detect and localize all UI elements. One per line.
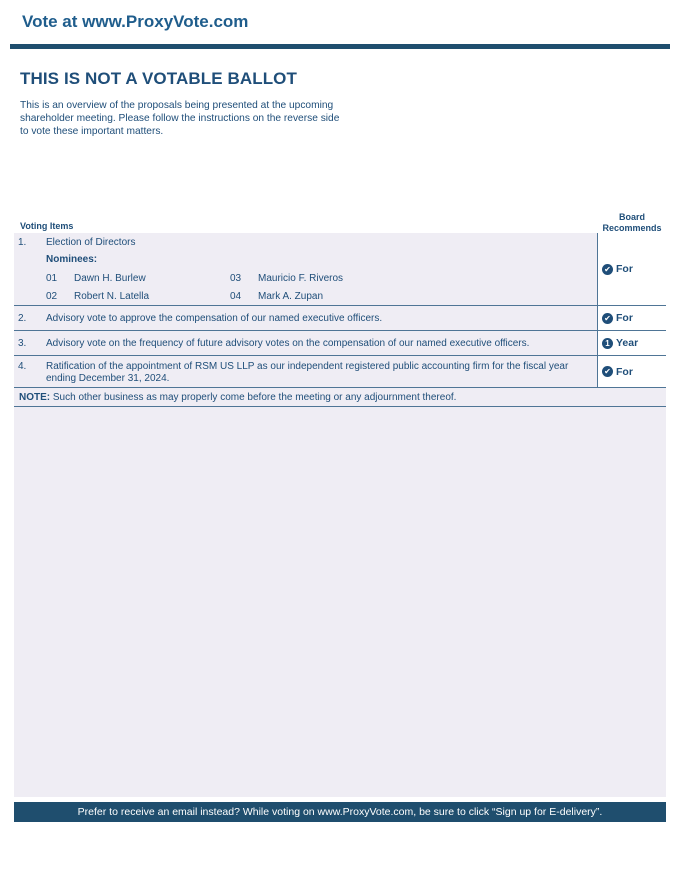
board-recommendation xyxy=(597,306,666,330)
nominee-number: 03 xyxy=(230,273,242,284)
board-recommendation xyxy=(597,233,666,305)
edelivery-footer: Prefer to receive an email instead? While voting on www.ProxyVote.com, be sure to click “Sign up for E-delivery”. xyxy=(14,802,666,822)
item-number: 3. xyxy=(18,338,27,349)
table-row-item-2 xyxy=(14,306,666,331)
table-row-item-1 xyxy=(14,233,666,306)
board-header-line2: Recommends xyxy=(602,222,662,233)
item-text: Election of Directors xyxy=(46,237,136,248)
item-text: Advisory vote on the frequency of future advisory votes on the compensation of our named executive officers. xyxy=(46,338,530,349)
nominee-name: Robert N. Latella xyxy=(74,291,150,302)
item-number: 2. xyxy=(18,313,27,324)
table-row-item-4 xyxy=(14,356,666,388)
nominee-name: Mauricio F. Riveros xyxy=(258,273,344,284)
nominee-name: Dawn H. Burlew xyxy=(74,273,146,284)
recommendation-label: For xyxy=(616,365,633,378)
item-text: Ratification of the appointment of RSM US LLP as our independent registered public accounting firm for the fiscal year ending December 31, 2024. xyxy=(46,361,569,384)
number-one-icon: 1 xyxy=(602,338,613,349)
vote-url-header: Vote at www.ProxyVote.com xyxy=(22,12,249,31)
voting-items-header: Voting Items xyxy=(20,221,74,231)
board-recommendation xyxy=(597,356,666,387)
recommendation-label: For xyxy=(616,312,633,324)
overview-text: This is an overview of the proposals being presented at the upcoming shareholder meeting. Please follow the instructions on the reverse side to vote these important matters. xyxy=(20,100,340,138)
check-icon: ✔ xyxy=(602,313,613,324)
nominee-name: Mark A. Zupan xyxy=(258,291,324,302)
header-rule xyxy=(10,44,670,49)
recommendation-label: Year xyxy=(616,337,639,349)
board-header-line1: Board xyxy=(618,212,645,222)
check-icon: ✔ xyxy=(602,366,613,377)
note-row xyxy=(14,388,666,407)
nominee-number: 04 xyxy=(230,291,242,302)
recommendation-label: For xyxy=(616,263,633,275)
table-row-item-3 xyxy=(14,331,666,356)
nominees-label: Nominees: xyxy=(46,254,98,265)
board-recommends-header xyxy=(598,212,666,233)
check-icon: ✔ xyxy=(602,264,613,275)
note-text: Such other business as may properly come before the meeting or any adjournment thereof. xyxy=(50,392,457,403)
nominee-number: 01 xyxy=(46,273,58,284)
item-number: 4. xyxy=(18,361,27,372)
board-recommendation xyxy=(597,331,666,355)
page-title: THIS IS NOT A VOTABLE BALLOT xyxy=(20,69,297,88)
item-text: Advisory vote to approve the compensation of our named executive officers. xyxy=(46,313,383,324)
item-number: 1. xyxy=(18,237,27,248)
note-label: NOTE: xyxy=(19,392,51,403)
nominee-number: 02 xyxy=(46,291,58,302)
